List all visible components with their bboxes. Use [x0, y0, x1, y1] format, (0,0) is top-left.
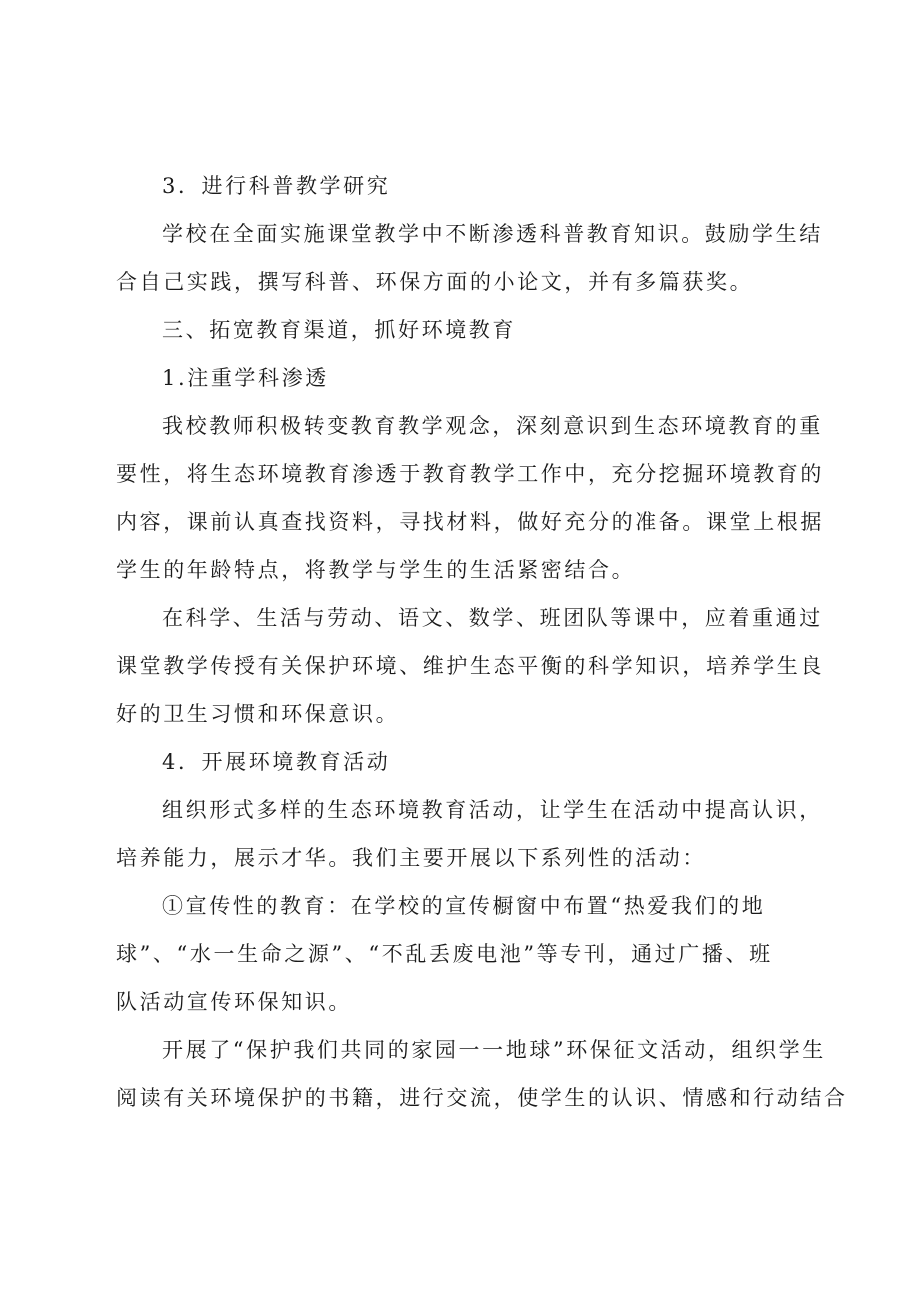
paragraph-line: 内容，课前认真查找资料，寻找材料，做好充分的准备。课堂上根据 — [116, 510, 824, 534]
paragraph-line: 在科学、生活与劳动、语文、数学、班团队等课中，应着重通过 — [162, 606, 823, 630]
paragraph-line: 球”、“水一生命之源”、“不乱丢废电池”等专刊，通过广播、班 — [116, 942, 773, 966]
paragraph-line: 课堂教学传授有关保护环境、维护生态平衡的科学知识，培养学生良 — [116, 654, 824, 678]
heading-science-research: 3．进行科普教学研究 — [162, 174, 391, 198]
paragraph-line: 阅读有关环境保护的书籍，进行交流，使学生的认识、情感和行动结合 — [116, 1086, 848, 1110]
paragraph-line: 好的卫生习惯和环保意识。 — [116, 702, 400, 726]
paragraph-line: 要性，将生态环境教育渗透于教育教学工作中，充分挖掘环境教育的 — [116, 462, 824, 486]
subheading-subject-penetration: 1.注重学科渗透 — [162, 366, 329, 390]
paragraph-line: 合自己实践，撰写科普、环保方面的小论文，并有多篇获奖。 — [116, 270, 754, 294]
paragraph-line: 学校在全面实施课堂教学中不断渗透科普教育知识。鼓励学生结 — [162, 222, 823, 246]
paragraph-line: 开展了“保护我们共同的家园一一地球”环保征文活动，组织学生 — [162, 1038, 826, 1062]
section-heading: 三、拓宽教育渠道，抓好环境教育 — [162, 318, 516, 342]
paragraph-line: 培养能力，展示才华。我们主要开展以下系列性的活动： — [116, 846, 706, 870]
paragraph-line: ①宣传性的教育：在学校的宣传橱窗中布置“热爱我们的地 — [162, 894, 766, 918]
heading-environment-activities: 4．开展环境教育活动 — [162, 750, 391, 774]
paragraph-line: 我校教师积极转变教育教学观念，深刻意识到生态环境教育的重 — [162, 414, 823, 438]
paragraph-line: 组织形式多样的生态环境教育活动，让学生在活动中提高认识， — [162, 798, 823, 822]
paragraph-line: 队活动宣传环保知识。 — [116, 990, 352, 1014]
paragraph-line: 学生的年龄特点，将教学与学生的生活紧密结合。 — [116, 558, 636, 582]
